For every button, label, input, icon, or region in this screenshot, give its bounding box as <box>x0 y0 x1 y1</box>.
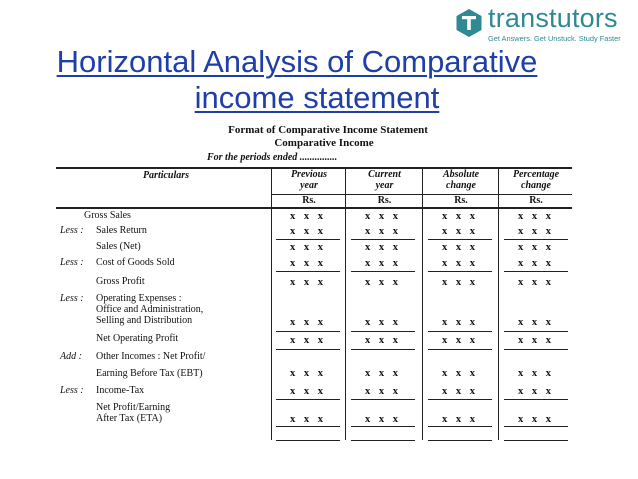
row-prefix: Less : <box>60 293 84 304</box>
placeholder-value: x x x <box>442 386 478 397</box>
placeholder-value: x x x <box>518 258 554 269</box>
row-label-cogs: Cost of Goods Sold <box>96 257 175 268</box>
placeholder-value: x x x <box>365 211 401 222</box>
column-header-current-2: year <box>375 180 394 191</box>
placeholder-value: x x x <box>442 335 478 346</box>
placeholder-value: x x x <box>518 414 554 425</box>
subtotal-rule <box>428 440 492 441</box>
row-label-sales-net: Sales (Net) <box>96 241 141 252</box>
placeholder-value: x x x <box>518 317 554 328</box>
subtotal-rule <box>428 331 492 332</box>
row-label-other-incomes: Other Incomes : Net Profit/ <box>96 351 206 362</box>
placeholder-value: x x x <box>290 211 326 222</box>
row-label-sales-return: Sales Return <box>96 225 147 236</box>
row-prefix: Less : <box>60 225 84 236</box>
placeholder-value: x x x <box>365 335 401 346</box>
row-label-income-tax: Income-Tax <box>96 385 145 396</box>
column-rule <box>345 168 346 440</box>
placeholder-value: x x x <box>442 258 478 269</box>
rs-bottom-rule <box>56 207 572 209</box>
placeholder-value: x x x <box>518 226 554 237</box>
subtotal-rule <box>276 331 340 332</box>
row-prefix: Add : <box>60 351 82 362</box>
row-label-ebt: Earning Before Tax (EBT) <box>96 368 203 379</box>
column-rule <box>271 168 272 440</box>
subtotal-rule <box>276 426 340 427</box>
placeholder-value: x x x <box>518 386 554 397</box>
placeholder-value: x x x <box>290 368 326 379</box>
placeholder-value: x x x <box>442 317 478 328</box>
unit-label: Rs. <box>377 195 392 206</box>
unit-label: Rs. <box>529 195 543 206</box>
subtotal-rule <box>428 271 492 272</box>
row-label-gross-sales: Gross Sales <box>84 210 131 221</box>
column-header-current: Current <box>368 169 401 180</box>
placeholder-value: x x x <box>365 242 401 253</box>
column-header-percentage-2: change <box>521 180 551 191</box>
row-label-operating-expenses: Operating Expenses : <box>96 293 182 304</box>
slide-title-line2: income statement <box>194 80 440 115</box>
row-label-selling-dist: Selling and Distribution <box>96 315 193 326</box>
row-prefix: Less : <box>60 385 84 396</box>
subtotal-rule <box>276 271 340 272</box>
placeholder-value: x x x <box>442 414 478 425</box>
unit-label: Rs. <box>302 195 316 206</box>
row-label-office-admin: Office and Administration, <box>96 304 204 315</box>
placeholder-value: x x x <box>442 226 478 237</box>
subtotal-rule <box>351 239 415 240</box>
placeholder-value: x x x <box>442 277 478 288</box>
subtotal-rule <box>351 331 415 332</box>
subtotal-rule <box>351 440 415 441</box>
column-rule <box>498 168 499 440</box>
column-header-absolute: Absolute <box>442 169 480 180</box>
document-heading: Format of Comparative Income Statement <box>228 124 428 136</box>
subtotal-rule <box>428 399 492 400</box>
subtotal-rule <box>504 331 568 332</box>
row-prefix: Less : <box>60 257 84 268</box>
subtotal-rule <box>276 399 340 400</box>
column-header-particulars: Particulars <box>142 170 190 181</box>
subtotal-rule <box>351 399 415 400</box>
placeholder-value: x x x <box>365 414 401 425</box>
placeholder-value: x x x <box>290 335 326 346</box>
placeholder-value: x x x <box>290 226 326 237</box>
transtutors-logo <box>454 3 634 46</box>
column-header-absolute-2: change <box>446 180 476 191</box>
placeholder-value: x x x <box>442 211 478 222</box>
unit-label: Rs. <box>454 195 468 206</box>
subtotal-rule <box>428 349 492 350</box>
subtotal-rule <box>351 349 415 350</box>
subtotal-rule <box>428 426 492 427</box>
placeholder-value: x x x <box>365 258 401 269</box>
subtotal-rule <box>504 349 568 350</box>
column-header-previous-2: year <box>300 180 318 191</box>
document-subheading: Comparative Income <box>274 137 374 149</box>
column-header-percentage: Percentage <box>512 169 560 180</box>
placeholder-value: x x x <box>365 317 401 328</box>
document-period: For the periods ended ............... <box>207 152 338 163</box>
placeholder-value: x x x <box>518 335 554 346</box>
subtotal-rule <box>504 399 568 400</box>
logo-brand-text: transtutors <box>488 3 618 33</box>
placeholder-value: x x x <box>518 277 554 288</box>
comparative-income-statement-scan <box>56 124 572 442</box>
placeholder-value: x x x <box>518 368 554 379</box>
placeholder-value: x x x <box>290 317 326 328</box>
logo-tagline: Get Answers. Get Unstuck. Study Faster <box>488 34 621 43</box>
row-label-eat: After Tax (ETA) <box>96 413 163 424</box>
placeholder-value: x x x <box>365 226 401 237</box>
t-hexagon-icon <box>454 8 484 38</box>
slide-title-line1: Horizontal Analysis of Comparative <box>56 44 538 79</box>
row-label-net-profit: Net Profit/Earning <box>96 402 171 413</box>
placeholder-value: x x x <box>442 242 478 253</box>
subtotal-rule <box>504 440 568 441</box>
placeholder-value: x x x <box>365 368 401 379</box>
subtotal-rule <box>504 239 568 240</box>
placeholder-value: x x x <box>518 211 554 222</box>
placeholder-value: x x x <box>442 368 478 379</box>
subtotal-rule <box>428 239 492 240</box>
subtotal-rule <box>504 426 568 427</box>
placeholder-value: x x x <box>290 258 326 269</box>
placeholder-value: x x x <box>518 242 554 253</box>
subtotal-rule <box>276 440 340 441</box>
subtotal-rule <box>504 271 568 272</box>
subtotal-rule <box>276 349 340 350</box>
row-label-net-operating-profit: Net Operating Profit <box>96 333 179 344</box>
placeholder-value: x x x <box>290 277 326 288</box>
subtotal-rule <box>276 239 340 240</box>
placeholder-value: x x x <box>365 386 401 397</box>
placeholder-value: x x x <box>365 277 401 288</box>
row-label-gross-profit: Gross Profit <box>96 276 145 287</box>
column-rule <box>422 168 423 440</box>
placeholder-value: x x x <box>290 414 326 425</box>
column-header-previous: Previous <box>290 169 328 180</box>
subtotal-rule <box>351 271 415 272</box>
subtotal-rule <box>351 426 415 427</box>
placeholder-value: x x x <box>290 242 326 253</box>
placeholder-value: x x x <box>290 386 326 397</box>
